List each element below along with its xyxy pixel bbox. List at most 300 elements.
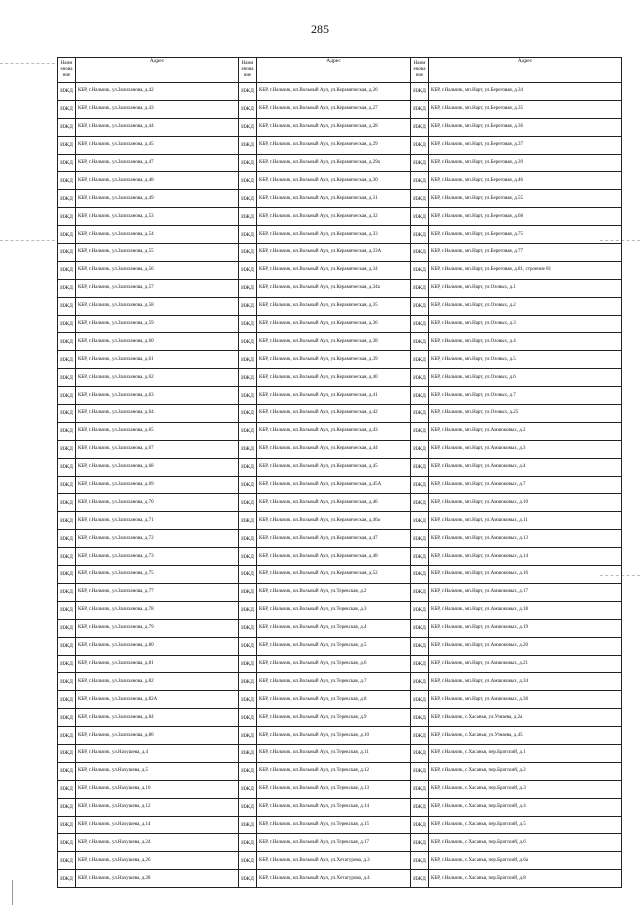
cell-address: КБР, г.Нальчик, с.Хасанья, пер.Братский, д.4 xyxy=(429,798,622,816)
table-row xyxy=(58,369,622,387)
cell-address: КБР, г.Нальчик, кп.Вольный Аул, ул.Керамическая, д.28 xyxy=(257,118,411,136)
cell-address: КБР, г.Нальчик, мп.Нарт, ул.Амшоковых, д.17 xyxy=(429,583,622,601)
scan-dash-line xyxy=(0,63,55,64)
cell-address: КБР, г.Нальчик, мп.Нарт, ул.Амшоковых, д.14 xyxy=(429,548,622,566)
cell-kind: ИЖД xyxy=(58,244,76,262)
cell-address: КБР, г.Нальчик, кп.Вольный Аул, ул.Терекская, д.17 xyxy=(257,834,411,852)
cell-kind: ИЖД xyxy=(411,100,429,118)
cell-kind: ИЖД xyxy=(58,118,76,136)
cell-address: КБР, г.Нальчик, кп.Вольный Аул, ул.Керамическая, д.34 xyxy=(257,261,411,279)
cell-address: КБР, г.Нальчик, кп.Вольный Аул, ул.Керамическая, д.38 xyxy=(257,333,411,351)
cell-kind: ИЖД xyxy=(411,762,429,780)
cell-address: КБР, г.Нальчик, ул.Залиханова, д.67 xyxy=(76,440,239,458)
cell-kind: ИЖД xyxy=(58,494,76,512)
cell-address: КБР, г.Нальчик, кп.Вольный Аул, ул.Керамическая, д.33А xyxy=(257,244,411,262)
cell-kind: ИЖД xyxy=(239,208,257,226)
table-row xyxy=(58,512,622,530)
cell-address: КБР, г.Нальчик, ул.Залиханова, д.42 xyxy=(76,83,239,101)
cell-kind: ИЖД xyxy=(58,476,76,494)
cell-address: КБР, г.Нальчик, мп.Нарт, ул.Береговая, д.55 xyxy=(429,190,622,208)
cell-address: КБР, г.Нальчик, кп.Вольный Аул, ул.Терекская, д.9 xyxy=(257,709,411,727)
header-address: Адрес xyxy=(76,58,239,83)
cell-address: КБР, г.Нальчик, кп.Вольный Аул, ул.Керамическая, д.41 xyxy=(257,387,411,405)
cell-address: КБР, г.Нальчик, кп.Вольный Аул, ул.Хетагурова, д.4 xyxy=(257,870,411,888)
cell-kind: ИЖД xyxy=(58,83,76,101)
cell-kind: ИЖД xyxy=(239,297,257,315)
cell-kind: ИЖД xyxy=(58,226,76,244)
cell-address: КБР, г.Нальчик, мп.Нарт, ул.Амшоковых, д.10 xyxy=(429,494,622,512)
table-row xyxy=(58,261,622,279)
cell-kind: ИЖД xyxy=(411,655,429,673)
cell-kind: ИЖД xyxy=(239,387,257,405)
cell-kind: ИЖД xyxy=(411,154,429,172)
cell-address: КБР, г.Нальчик, мп.Нарт, ул.Амшоковых, д.21 xyxy=(429,655,622,673)
cell-kind: ИЖД xyxy=(58,762,76,780)
cell-kind: ИЖД xyxy=(58,566,76,584)
cell-kind: ИЖД xyxy=(58,190,76,208)
cell-address: КБР, г.Нальчик, ул.Нахушева, д.28 xyxy=(76,870,239,888)
cell-kind: ИЖД xyxy=(411,83,429,101)
table-row xyxy=(58,405,622,423)
cell-address: КБР, г.Нальчик, ул.Залиханова, д.84 xyxy=(76,709,239,727)
cell-kind: ИЖД xyxy=(58,548,76,566)
cell-address: КБР, г.Нальчик, кп.Вольный Аул, ул.Керамическая, д.29 xyxy=(257,136,411,154)
cell-kind: ИЖД xyxy=(239,816,257,834)
cell-kind: ИЖД xyxy=(411,512,429,530)
cell-address: КБР, г.Нальчик, ул.Залиханова, д.61 xyxy=(76,351,239,369)
cell-kind: ИЖД xyxy=(411,566,429,584)
cell-kind: ИЖД xyxy=(239,530,257,548)
cell-kind: ИЖД xyxy=(411,619,429,637)
table-row xyxy=(58,458,622,476)
cell-address: КБР, г.Нальчик, кп.Вольный Аул, ул.Терекская, д.6 xyxy=(257,655,411,673)
cell-address: КБР, г.Нальчик, ул.Залиханова, д.69 xyxy=(76,476,239,494)
cell-address: КБР, г.Нальчик, кп.Вольный Аул, ул.Керамическая, д.45А xyxy=(257,476,411,494)
address-register-table xyxy=(57,57,622,888)
cell-address: КБР, г.Нальчик, ул.Залиханова, д.82А xyxy=(76,691,239,709)
cell-kind: ИЖД xyxy=(411,440,429,458)
cell-address: КБР, г.Нальчик, с.Хасанья, пер.Братский, д.6 xyxy=(429,834,622,852)
cell-kind: ИЖД xyxy=(411,530,429,548)
cell-kind: ИЖД xyxy=(411,422,429,440)
cell-kind: ИЖД xyxy=(239,154,257,172)
cell-kind: ИЖД xyxy=(411,387,429,405)
cell-address: КБР, г.Нальчик, мп.Нарт, ул.Озовых, д.6 xyxy=(429,369,622,387)
cell-address: КБР, г.Нальчик, ул.Залиханова, д.68 xyxy=(76,458,239,476)
cell-kind: ИЖД xyxy=(411,190,429,208)
cell-kind: ИЖД xyxy=(239,512,257,530)
cell-address: КБР, г.Нальчик, кп.Вольный Аул, ул.Терекская, д.10 xyxy=(257,727,411,745)
table-row xyxy=(58,816,622,834)
cell-kind: ИЖД xyxy=(239,762,257,780)
cell-kind: ИЖД xyxy=(58,154,76,172)
cell-kind: ИЖД xyxy=(411,458,429,476)
cell-kind: ИЖД xyxy=(58,744,76,762)
cell-kind: ИЖД xyxy=(239,440,257,458)
cell-kind: ИЖД xyxy=(239,798,257,816)
cell-address: КБР, г.Нальчик, мп.Нарт, ул.Береговая, д.35 xyxy=(429,100,622,118)
table-row xyxy=(58,637,622,655)
cell-kind: ИЖД xyxy=(411,369,429,387)
cell-address: КБР, г.Нальчик, мп.Нарт, ул.Амшоковых, д.20 xyxy=(429,637,622,655)
cell-address: КБР, г.Нальчик, ул.Залиханова, д.47 xyxy=(76,154,239,172)
cell-kind: ИЖД xyxy=(58,834,76,852)
cell-address: КБР, г.Нальчик, кп.Вольный Аул, ул.Керамическая, д.45 xyxy=(257,458,411,476)
cell-kind: ИЖД xyxy=(239,619,257,637)
cell-kind: ИЖД xyxy=(58,387,76,405)
cell-kind: ИЖД xyxy=(58,333,76,351)
cell-address: КБР, г.Нальчик, кп.Вольный Аул, ул.Керамическая, д.47 xyxy=(257,530,411,548)
cell-kind: ИЖД xyxy=(239,583,257,601)
header-kind: Наим енова ние xyxy=(239,58,257,83)
cell-kind: ИЖД xyxy=(411,136,429,154)
cell-kind: ИЖД xyxy=(58,297,76,315)
table-row xyxy=(58,118,622,136)
table-row xyxy=(58,190,622,208)
header-address: Адрес xyxy=(257,58,411,83)
cell-address: КБР, г.Нальчик, кп.Вольный Аул, ул.Керамическая, д.43 xyxy=(257,422,411,440)
cell-kind: ИЖД xyxy=(58,870,76,888)
cell-kind: ИЖД xyxy=(58,279,76,297)
cell-kind: ИЖД xyxy=(239,727,257,745)
cell-kind: ИЖД xyxy=(411,673,429,691)
cell-kind: ИЖД xyxy=(411,494,429,512)
cell-kind: ИЖД xyxy=(411,351,429,369)
cell-kind: ИЖД xyxy=(239,709,257,727)
cell-kind: ИЖД xyxy=(58,816,76,834)
cell-address: КБР, г.Нальчик, ул.Залиханова, д.77 xyxy=(76,583,239,601)
cell-kind: ИЖД xyxy=(239,405,257,423)
cell-address: КБР, г.Нальчик, ул.Залиханова, д.53 xyxy=(76,208,239,226)
cell-kind: ИЖД xyxy=(239,476,257,494)
cell-kind: ИЖД xyxy=(411,244,429,262)
table-row xyxy=(58,226,622,244)
cell-address: КБР, г.Нальчик, мп.Нарт, ул.Амшоковых, д.13 xyxy=(429,530,622,548)
cell-address: КБР, г.Нальчик, кп.Вольный Аул, ул.Керамическая, д.46а xyxy=(257,512,411,530)
cell-address: КБР, г.Нальчик, ул.Залиханова, д.81 xyxy=(76,655,239,673)
cell-address: КБР, г.Нальчик, ул.Залиханова, д.71 xyxy=(76,512,239,530)
cell-kind: ИЖД xyxy=(58,405,76,423)
cell-kind: ИЖД xyxy=(239,637,257,655)
table-row xyxy=(58,691,622,709)
cell-kind: ИЖД xyxy=(239,351,257,369)
cell-address: КБР, г.Нальчик, ул.Залиханова, д.57 xyxy=(76,279,239,297)
cell-kind: ИЖД xyxy=(239,369,257,387)
cell-address: КБР, г.Нальчик, мп.Нарт, ул.Береговая, д.81, строение 81 xyxy=(429,261,622,279)
cell-address: КБР, г.Нальчик, ул.Залиханова, д.59 xyxy=(76,315,239,333)
cell-kind: ИЖД xyxy=(58,512,76,530)
cell-address: КБР, г.Нальчик, ул.Залиханова, д.58 xyxy=(76,297,239,315)
table-row xyxy=(58,530,622,548)
cell-address: КБР, г.Нальчик, мп.Нарт, ул.Амшоковых, д.18 xyxy=(429,601,622,619)
cell-address: КБР, г.Нальчик, ул.Залиханова, д.62 xyxy=(76,369,239,387)
cell-kind: ИЖД xyxy=(58,619,76,637)
table-row xyxy=(58,279,622,297)
cell-kind: ИЖД xyxy=(58,798,76,816)
cell-kind: ИЖД xyxy=(411,208,429,226)
cell-address: КБР, г.Нальчик, кп.Вольный Аул, ул.Терекская, д.3 xyxy=(257,601,411,619)
table-row xyxy=(58,798,622,816)
cell-address: КБР, г.Нальчик, ул.Нахушева, д.14 xyxy=(76,816,239,834)
cell-address: КБР, г.Нальчик, ул.Залиханова, д.49 xyxy=(76,190,239,208)
cell-kind: ИЖД xyxy=(239,780,257,798)
cell-address: КБР, г.Нальчик, мп.Нарт, ул.Озовых, д.5 xyxy=(429,351,622,369)
cell-address: КБР, г.Нальчик, мп.Нарт, ул.Озовых, д.4 xyxy=(429,333,622,351)
table-row xyxy=(58,709,622,727)
cell-kind: ИЖД xyxy=(239,691,257,709)
cell-address: КБР, г.Нальчик, кп.Вольный Аул, ул.Керамическая, д.36 xyxy=(257,315,411,333)
cell-address: КБР, г.Нальчик, ул.Залиханова, д.43 xyxy=(76,100,239,118)
cell-address: КБР, г.Нальчик, ул.Залиханова, д.44 xyxy=(76,118,239,136)
cell-address: КБР, г.Нальчик, кп.Вольный Аул, ул.Керамическая, д.30 xyxy=(257,172,411,190)
cell-kind: ИЖД xyxy=(239,494,257,512)
cell-kind: ИЖД xyxy=(58,315,76,333)
cell-kind: ИЖД xyxy=(58,458,76,476)
cell-kind: ИЖД xyxy=(411,852,429,870)
cell-address: КБР, г.Нальчик, с.Хасанья, пер.Братский, д.5 xyxy=(429,816,622,834)
cell-address: КБР, г.Нальчик, кп.Вольный Аул, ул.Терекская, д.12 xyxy=(257,762,411,780)
cell-address: КБР, г.Нальчик, ул.Нахушева, д.12 xyxy=(76,798,239,816)
cell-kind: ИЖД xyxy=(58,172,76,190)
cell-address: КБР, г.Нальчик, ул.Нахушева, д.26 xyxy=(76,852,239,870)
cell-address: КБР, г.Нальчик, мп.Нарт, ул.Береговая, д.37 xyxy=(429,136,622,154)
table-row xyxy=(58,315,622,333)
cell-kind: ИЖД xyxy=(58,583,76,601)
cell-kind: ИЖД xyxy=(239,190,257,208)
cell-address: КБР, г.Нальчик, ул.Залиханова, д.79 xyxy=(76,619,239,637)
table-body xyxy=(58,83,622,888)
cell-address: КБР, г.Нальчик, кп.Вольный Аул, ул.Терекская, д.13 xyxy=(257,780,411,798)
cell-address: КБР, г.Нальчик, мп.Нарт, ул.Амшоковых, д.11 xyxy=(429,512,622,530)
cell-address: КБР, г.Нальчик, кп.Вольный Аул, ул.Керамическая, д.29а xyxy=(257,154,411,172)
cell-address: КБР, г.Нальчик, ул.Залиханова, д.82 xyxy=(76,673,239,691)
cell-address: КБР, г.Нальчик, мп.Нарт, ул.Береговая, д.39 xyxy=(429,154,622,172)
cell-address: КБР, г.Нальчик, ул.Нахушева, д.5 xyxy=(76,762,239,780)
cell-kind: ИЖД xyxy=(411,476,429,494)
cell-address: КБР, г.Нальчик, кп.Вольный Аул, ул.Керамическая, д.42 xyxy=(257,405,411,423)
cell-address: КБР, г.Нальчик, ул.Залиханова, д.63 xyxy=(76,387,239,405)
cell-address: КБР, г.Нальчик, с.Хасанья, пер.Братский, д.2 xyxy=(429,762,622,780)
cell-kind: ИЖД xyxy=(239,422,257,440)
cell-address: КБР, г.Нальчик, кп.Вольный Аул, ул.Керамическая, д.33 xyxy=(257,226,411,244)
cell-kind: ИЖД xyxy=(58,780,76,798)
cell-address: КБР, г.Нальчик, ул.Залиханова, д.56 xyxy=(76,261,239,279)
cell-address: КБР, г.Нальчик, кп.Вольный Аул, ул.Керамическая, д.32 xyxy=(257,208,411,226)
cell-address: КБР, г.Нальчик, мп.Нарт, ул.Береговая, д.36 xyxy=(429,118,622,136)
cell-kind: ИЖД xyxy=(239,244,257,262)
cell-kind: ИЖД xyxy=(411,548,429,566)
cell-kind: ИЖД xyxy=(58,673,76,691)
table-row xyxy=(58,244,622,262)
cell-kind: ИЖД xyxy=(58,208,76,226)
table-row xyxy=(58,852,622,870)
cell-kind: ИЖД xyxy=(411,834,429,852)
header-kind: Наим енова ние xyxy=(58,58,76,83)
table-row xyxy=(58,870,622,888)
cell-address: КБР, г.Нальчик, кп.Вольный Аул, ул.Терекская, д.7 xyxy=(257,673,411,691)
cell-address: КБР, г.Нальчик, мп.Нарт, ул.Амшоковых, д.34 xyxy=(429,673,622,691)
cell-kind: ИЖД xyxy=(239,315,257,333)
cell-address: КБР, г.Нальчик, ул.Залиханова, д.64 xyxy=(76,405,239,423)
cell-kind: ИЖД xyxy=(58,351,76,369)
cell-address: КБР, г.Нальчик, с.Хасанья, пер.Братский, д.1 xyxy=(429,744,622,762)
header-address: Адрес xyxy=(429,58,622,83)
cell-address: КБР, г.Нальчик, кп.Вольный Аул, ул.Керамическая, д.26 xyxy=(257,83,411,101)
cell-kind: ИЖД xyxy=(239,118,257,136)
cell-address: КБР, г.Нальчик, с.Хасанья, пер.Братский, д.8 xyxy=(429,870,622,888)
cell-kind: ИЖД xyxy=(239,458,257,476)
cell-address: КБР, г.Нальчик, кп.Вольный Аул, ул.Керамическая, д.39 xyxy=(257,351,411,369)
cell-kind: ИЖД xyxy=(239,100,257,118)
cell-kind: ИЖД xyxy=(239,279,257,297)
margin-line xyxy=(12,880,13,905)
table-row xyxy=(58,333,622,351)
cell-kind: ИЖД xyxy=(239,548,257,566)
cell-address: КБР, г.Нальчик, ул.Залиханова, д.80 xyxy=(76,637,239,655)
cell-address: КБР, г.Нальчик, ул.Нахушева, д.10 xyxy=(76,780,239,798)
cell-address: КБР, г.Нальчик, кп.Вольный Аул, ул.Терекская, д.4 xyxy=(257,619,411,637)
cell-kind: ИЖД xyxy=(411,315,429,333)
scan-dash-line xyxy=(0,240,55,241)
cell-address: КБР, г.Нальчик, кп.Вольный Аул, ул.Керамическая, д.27 xyxy=(257,100,411,118)
cell-address: КБР, г.Нальчик, мп.Нарт, ул.Амшоковых, д.2 xyxy=(429,422,622,440)
cell-address: КБР, г.Нальчик, ул.Залиханова, д.73 xyxy=(76,548,239,566)
cell-kind: ИЖД xyxy=(58,261,76,279)
cell-kind: ИЖД xyxy=(411,709,429,727)
cell-address: КБР, г.Нальчик, мп.Нарт, ул.Озовых, д.2 xyxy=(429,297,622,315)
cell-address: КБР, г.Нальчик, кп.Вольный Аул, ул.Керамическая, д.35 xyxy=(257,297,411,315)
cell-kind: ИЖД xyxy=(411,333,429,351)
cell-address: КБР, г.Нальчик, мп.Нарт, ул.Береговая, д.34 xyxy=(429,83,622,101)
cell-kind: ИЖД xyxy=(58,709,76,727)
cell-kind: ИЖД xyxy=(58,530,76,548)
cell-kind: ИЖД xyxy=(239,834,257,852)
cell-address: КБР, г.Нальчик, кп.Вольный Аул, ул.Керамическая, д.46 xyxy=(257,494,411,512)
table-row xyxy=(58,780,622,798)
cell-address: КБР, г.Нальчик, ул.Нахушева, д.4 xyxy=(76,744,239,762)
table-row xyxy=(58,548,622,566)
table-row xyxy=(58,136,622,154)
cell-kind: ИЖД xyxy=(411,637,429,655)
table-row xyxy=(58,673,622,691)
table-row xyxy=(58,387,622,405)
cell-address: КБР, г.Нальчик, ул.Залиханова, д.86 xyxy=(76,727,239,745)
table-row xyxy=(58,172,622,190)
cell-address: КБР, г.Нальчик, кп.Вольный Аул, ул.Керамическая, д.40 xyxy=(257,369,411,387)
cell-kind: ИЖД xyxy=(58,637,76,655)
cell-address: КБР, г.Нальчик, кп.Вольный Аул, ул.Керамическая, д.34а xyxy=(257,279,411,297)
cell-kind: ИЖД xyxy=(411,297,429,315)
cell-address: КБР, г.Нальчик, ул.Залиханова, д.45 xyxy=(76,136,239,154)
page-number: 285 xyxy=(311,22,329,36)
cell-address: КБР, г.Нальчик, с.Хасанья, ул.Узнаева, д.2а xyxy=(429,709,622,727)
cell-kind: ИЖД xyxy=(411,816,429,834)
cell-address: КБР, г.Нальчик, кп.Вольный Аул, ул.Терекская, д.14 xyxy=(257,798,411,816)
table-row xyxy=(58,583,622,601)
table-row xyxy=(58,422,622,440)
cell-address: КБР, г.Нальчик, кп.Вольный Аул, ул.Терекская, д.2 xyxy=(257,583,411,601)
cell-kind: ИЖД xyxy=(411,601,429,619)
cell-kind: ИЖД xyxy=(58,136,76,154)
table-row xyxy=(58,83,622,101)
table-row xyxy=(58,154,622,172)
cell-address: КБР, г.Нальчик, кп.Вольный Аул, ул.Керамическая, д.52 xyxy=(257,566,411,584)
cell-address: КБР, г.Нальчик, ул.Залиханова, д.75 xyxy=(76,566,239,584)
cell-kind: ИЖД xyxy=(411,798,429,816)
table-row xyxy=(58,566,622,584)
cell-kind: ИЖД xyxy=(58,422,76,440)
cell-kind: ИЖД xyxy=(239,744,257,762)
cell-address: КБР, г.Нальчик, ул.Нахушева, д.24 xyxy=(76,834,239,852)
cell-address: КБР, г.Нальчик, ул.Залиханова, д.65 xyxy=(76,422,239,440)
cell-kind: ИЖД xyxy=(239,673,257,691)
table-row xyxy=(58,100,622,118)
cell-address: КБР, г.Нальчик, кп.Вольный Аул, ул.Терекская, д.11 xyxy=(257,744,411,762)
cell-kind: ИЖД xyxy=(239,136,257,154)
cell-kind: ИЖД xyxy=(239,852,257,870)
cell-address: КБР, г.Нальчик, мп.Нарт, ул.Озовых, д.7 xyxy=(429,387,622,405)
table-row xyxy=(58,727,622,745)
cell-address: КБР, г.Нальчик, ул.Залиханова, д.48 xyxy=(76,172,239,190)
cell-kind: ИЖД xyxy=(411,172,429,190)
cell-address: КБР, г.Нальчик, мп.Нарт, ул.Амшоковых, д.38 xyxy=(429,691,622,709)
cell-kind: ИЖД xyxy=(58,655,76,673)
cell-kind: ИЖД xyxy=(58,601,76,619)
cell-address: КБР, г.Нальчик, ул.Залиханова, д.70 xyxy=(76,494,239,512)
cell-kind: ИЖД xyxy=(239,655,257,673)
cell-address: КБР, г.Нальчик, с.Хасанья, ул.Узнаева, д.45 xyxy=(429,727,622,745)
cell-kind: ИЖД xyxy=(411,870,429,888)
cell-kind: ИЖД xyxy=(58,691,76,709)
cell-address: КБР, г.Нальчик, кп.Вольный Аул, ул.Керамическая, д.48 xyxy=(257,548,411,566)
cell-kind: ИЖД xyxy=(411,583,429,601)
cell-address: КБР, г.Нальчик, кп.Вольный Аул, ул.Терекская, д.8 xyxy=(257,691,411,709)
table-row xyxy=(58,655,622,673)
cell-kind: ИЖД xyxy=(411,405,429,423)
table-row xyxy=(58,494,622,512)
cell-kind: ИЖД xyxy=(239,870,257,888)
table-row xyxy=(58,601,622,619)
cell-address: КБР, г.Нальчик, ул.Залиханова, д.72 xyxy=(76,530,239,548)
cell-kind: ИЖД xyxy=(239,172,257,190)
header-kind: Наим енова ние xyxy=(411,58,429,83)
table-row xyxy=(58,351,622,369)
cell-kind: ИЖД xyxy=(58,369,76,387)
cell-kind: ИЖД xyxy=(58,440,76,458)
cell-address: КБР, г.Нальчик, кп.Вольный Аул, ул.Хетагурова, д.3 xyxy=(257,852,411,870)
cell-kind: ИЖД xyxy=(411,691,429,709)
cell-address: КБР, г.Нальчик, ул.Залиханова, д.60 xyxy=(76,333,239,351)
cell-address: КБР, г.Нальчик, мп.Нарт, ул.Амшоковых, д.3 xyxy=(429,440,622,458)
table-row xyxy=(58,619,622,637)
cell-address: КБР, г.Нальчик, мп.Нарт, ул.Амшоковых, д.19 xyxy=(429,619,622,637)
cell-address: КБР, г.Нальчик, мп.Нарт, ул.Береговая, д.77 xyxy=(429,244,622,262)
table-header-row xyxy=(58,58,622,83)
cell-address: КБР, г.Нальчик, мп.Нарт, ул.Амшоковых, д.16 xyxy=(429,566,622,584)
table-row xyxy=(58,762,622,780)
cell-kind: ИЖД xyxy=(58,727,76,745)
table-row xyxy=(58,208,622,226)
cell-kind: ИЖД xyxy=(58,100,76,118)
cell-kind: ИЖД xyxy=(411,118,429,136)
cell-kind: ИЖД xyxy=(239,566,257,584)
cell-kind: ИЖД xyxy=(411,279,429,297)
cell-kind: ИЖД xyxy=(411,744,429,762)
cell-address: КБР, г.Нальчик, кп.Вольный Аул, ул.Терекская, д.5 xyxy=(257,637,411,655)
table-row xyxy=(58,834,622,852)
cell-address: КБР, г.Нальчик, ул.Залиханова, д.55 xyxy=(76,244,239,262)
cell-address: КБР, г.Нальчик, кп.Вольный Аул, ул.Керамическая, д.31 xyxy=(257,190,411,208)
